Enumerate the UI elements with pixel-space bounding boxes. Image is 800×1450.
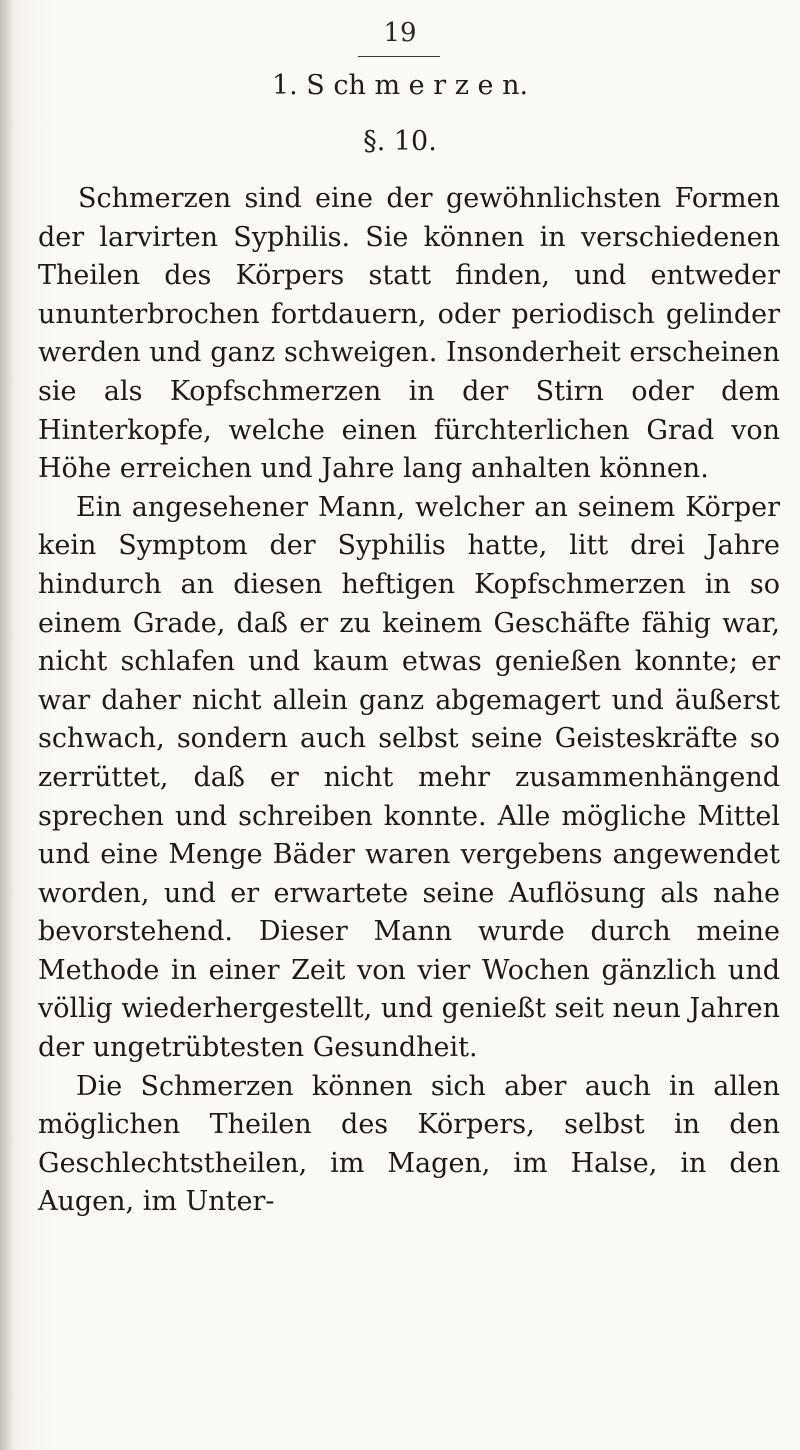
page-number: 19 — [383, 18, 417, 48]
paragraph: Die Schmerzen können sich aber auch in allen möglichen Theilen des Körpers, selbst in den Geschlechtstheilen, im Magen, im Halse, in den Augen, im Unter- — [38, 1070, 780, 1218]
binding-gutter-shadow — [0, 0, 14, 1450]
chapter-heading: 1. S ch m e r z e n. — [271, 70, 529, 101]
body-text — [38, 180, 780, 1222]
paragraph: Ein angesehener Mann, welcher an seinem Körper kein Symptom der Syphilis hatte, litt drei Jahre hindurch an diesen heftigen Kopfschmerzen in so einem Grade, daß er zu keinem Geschäfte fähig war, nicht schlafen und kaum etwas genießen konnte; er war daher nicht allein ganz abgemagert und äußerst schwach, sondern auch selbst seine Geisteskräfte so zerrüttet, daß er nicht mehr zusammenhängend sprechen und schreiben konnte. Alle mögliche Mittel und eine Menge Bäder waren vergebens angewendet worden, und er erwartete seine Auflösung als nahe bevorstehend. Dieser Mann wurde durch meine Methode in einer Zeit von vier Wochen gänzlich und völlig wiederhergestellt, und genießt seit neun Jahren der ungetrübtesten Gesundheit. — [38, 491, 780, 1064]
section-heading: §. 10. — [363, 126, 437, 157]
page-number-rule — [358, 56, 440, 57]
paragraph: Schmerzen sind eine der gewöhnlichsten Formen der larvirten Syphilis. Sie können in verschiedenen Theilen des Körpers statt finden, und entweder ununterbrochen fortdauern, oder periodisch gelinder werden und ganz schweigen. Insonderheit erscheinen sie als Kopfschmerzen in der Stirn oder dem Hinterkopfe, welche einen fürchterlichen Grad von Höhe erreichen und Jahre lang anhalten können. — [38, 183, 780, 485]
